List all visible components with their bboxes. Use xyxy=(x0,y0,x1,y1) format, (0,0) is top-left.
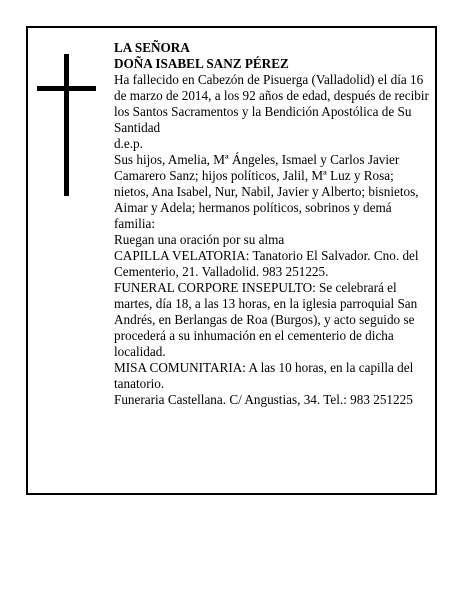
prayer-request: Ruegan una oración por su alma xyxy=(114,232,285,247)
funeral-info: FUNERAL CORPORE INSEPULTO: Se celebrará el martes, día 18, a las 13 horas, en la iglesia parroquial San Andrés, en Berlangas de Roa (Burgos), y acto seguido se procederá a su inhumación en el cementerio de dicha localidad. xyxy=(114,280,418,359)
cross-vertical-bar xyxy=(64,54,69,196)
mass-info: MISA COMUNITARIA: A las 10 horas, en la capilla del tanatorio. xyxy=(114,360,414,391)
family-members: Sus hijos, Amelia, Mª Ángeles, Ismael y Carlos Javier Camarero Sanz; hijos políticos, Jalil, Mª Luz y Rosa; nietos, Ana Isabel, Nur, Nabil, Javier y Alberto; bisnietos, Aimar y Adela; hermanos políticos, sobrinos y demá familia: xyxy=(114,152,419,231)
funeral-home-info: Funeraria Castellana. C/ Angustias, 34. Tel.: 983 251225 xyxy=(114,392,413,407)
rest-in-peace: d.e.p. xyxy=(114,136,143,151)
deceased-honorific: LA SEÑORA xyxy=(114,40,190,55)
obituary-text xyxy=(114,40,430,408)
deceased-name: DOÑA ISABEL SANZ PÉREZ xyxy=(114,56,289,71)
death-announcement: Ha fallecido en Cabezón de Pisuerga (Valladolid) el día 16 de marzo de 2014, a los 92 años de edad, después de recibir los Santos Sacramentos y la Bendición Apostólica de Su Santidad xyxy=(114,72,429,135)
chapel-info: CAPILLA VELATORIA: Tanatorio El Salvador. Cno. del Cementerio, 21. Valladolid. 983 251225. xyxy=(114,248,419,279)
cross-horizontal-bar xyxy=(37,86,96,91)
